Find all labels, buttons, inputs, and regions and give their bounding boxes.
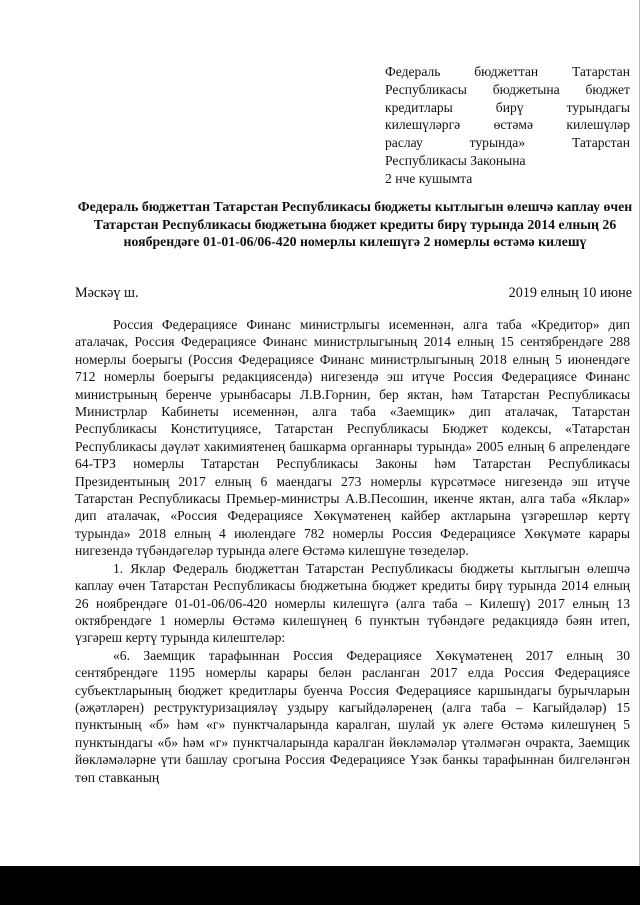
body-paragraph: Россия Федерациясе Финанс министрлыгы исеменнән, алга таба «Кредитор» дип аталачак, Россия Федерациясе Финанс министрлыгының 2014 елның 15 сентябрендәге 288 номерлы боерыгы (Россия Федерациясе Финанс министрлыгының 2018 елның 5 июнендәге 712 номерлы боерыгы редакциясендә) нигезендә эш итүче Россия Федерациясе Финанс министрының беренче урынбасары Л.В.Горнин, бер яктан, һәм Татарстан Республикасы Министрлар Кабинеты исеменнән, алга таба «Заемщик» дип аталачак, Татарстан Республикасы Конституциясе, Татарстан Республикасы Бюджет кодексы, «Татарстан Республикасы дәүләт хакимиятенең башкарма органнары турында» 2005 елның 6 апрелендәге 64-ТРЗ номерлы Татарстан Республикасы Законы һәм Татарстан Республикасы Президентының 2017 елның 6 маендагы 273 номерлы күрсәтмәсе нигезендә эш итүче Татарстан Республикасы Премьер-министры А.В.Песошин, икенче яктан, алга таба «Яклар» дип аталачак, «Россия Федерациясе Хөкүмәтенең кайбер актларына үзгәрешләр кертү турында» 2018 елның 4 июлендәге 782 номерлы Россия Федерациясе Хөкүмәте карары нигезендә түбәндәгеләр турында әлеге Өстәмә килешүне төзеделәр. [75, 317, 630, 559]
appendix-line: кредитлары бирү турындагы [385, 99, 630, 115]
document-body [75, 316, 630, 786]
document-place: Мәскәү ш. [75, 285, 139, 301]
scan-bottom-edge [0, 866, 640, 905]
appendix-note [385, 63, 630, 188]
appendix-line: Республикасы Законына [385, 152, 526, 168]
appendix-line: Республикасы бюджетына бюджет [385, 81, 630, 97]
body-paragraph: «6. Заемщик тарафыннан Россия Федерациясе Хөкүмәтенең 2017 елның 30 сентябрендәге 1195 номерлы карары белән расланган 2017 елда Россия Федерациясе субъектларының бюджет кредитлары буенча Россия Федерациясе каршындагы бурычларын (әҗәтләрен) реструктуризацияләү уздыру кагыйдәләренең (алга таба – Кагыйдәләр) 15 пунктының «б» һәм «г» пунктчаларында каралган, шулай ук әлеге Өстәмә килешүнең 5 пунктындагы «б» һәм «г» пунктчаларында каралган йөкләмәләр үтәлмәгән очракта, Заемщик йөкләмәләрне үти башлау срогына Россия Федерациясе Үзәк банкы тарафыннан билгеләнгән төп ставканың [75, 647, 630, 785]
appendix-line: Федераль бюджеттан Татарстан [385, 64, 630, 79]
document-title: Федераль бюджеттан Татарстан Республикасы бюджеты кытлыгын өлешчә каплау өчен Татарстан Республикасы бюджетына бюджет кредиты бирү турында 2014 елның 26 ноябрендәге 01-01-06/06-420 номерлы килешүгә 2 номерлы өстәмә килешү [77, 199, 633, 249]
appendix-line: килешүләргә өстәмә килешүләр [385, 117, 630, 133]
document-date: 2019 елның 10 июне [508, 285, 632, 301]
body-paragraph: 1. Яклар Федераль бюджеттан Татарстан Республикасы бюджеты кытлыгын өлешчә каплау өчен Татарстан Республикасы бюджетына бюджет кредиты бирү турында 2014 елның 26 ноябрендәге 01-01-06/06-420 номерлы килешүгә (алга таба – Килешү) 2017 елның 13 октябрендәге 1 номерлы Өстәмә килешүнең 6 пунктын түбәндәге редакциядә бәян итеп, үзгәреш кертү турында килештеләр: [75, 560, 630, 646]
appendix-line: раслау турында» Татарстан [385, 135, 630, 151]
appendix-number: 2 нче кушымта [385, 170, 473, 186]
